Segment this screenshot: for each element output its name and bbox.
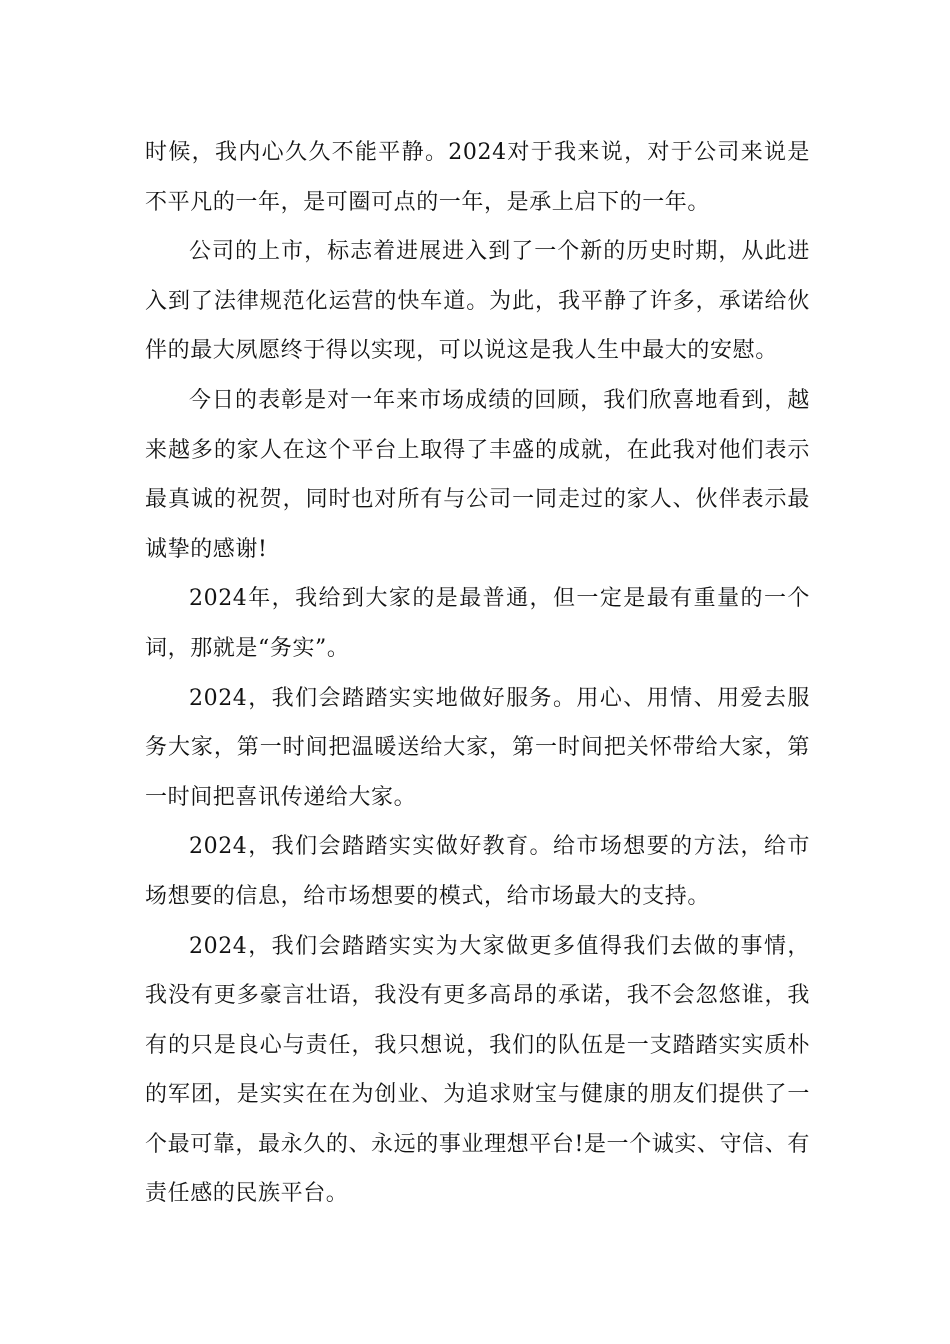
paragraph-1: 时候，我内心久久不能平静。2024对于我来说，对于公司来说是不平凡的一年，是可圈可点的一年，是承上启下的一年。	[145, 140, 810, 215]
paragraph-7: 2024，我们会踏踏实实为大家做更多值得我们去做的事情，我没有更多豪言壮语，我没有更多高昂的承诺，我不会忽悠谁，我有的只是良心与责任，我只想说，我们的队伍是一支踏踏实实质朴的军团，是实实在在为创业、为追求财宝与健康的朋友们提供了一个最可靠，最永久的、永远的事业理想平台!是一个诚实、守信、有责任感的民族平台。	[145, 933, 810, 1207]
paragraph-2: 公司的上市，标志着进展进入到了一个新的历史时期，从此进入到了法律规范化运营的快车道。为此，我平静了许多，承诺给伙伴的最大夙愿终于得以实现，可以说这是我人生中最大的安慰。	[145, 239, 810, 364]
paragraph-5: 2024，我们会踏踏实实地做好服务。用心、用情、用爱去服务大家，第一时间把温暖送给大家，第一时间把关怀带给大家，第一时间把喜讯传递给大家。	[145, 685, 810, 810]
document-body	[145, 128, 810, 1219]
paragraph-4: 2024年，我给到大家的是最普通，但一定是最有重量的一个词，那就是“务实”。	[145, 586, 810, 661]
paragraph-6: 2024，我们会踏踏实实做好教育。给市场想要的方法，给市场想要的信息，给市场想要的模式，给市场最大的支持。	[145, 834, 810, 909]
paragraph-3: 今日的表彰是对一年来市场成绩的回顾，我们欣喜地看到，越来越多的家人在这个平台上取得了丰盛的成就，在此我对他们表示最真诚的祝贺，同时也对所有与公司一同走过的家人、伙伴表示最诚挚的感谢!	[145, 387, 810, 562]
